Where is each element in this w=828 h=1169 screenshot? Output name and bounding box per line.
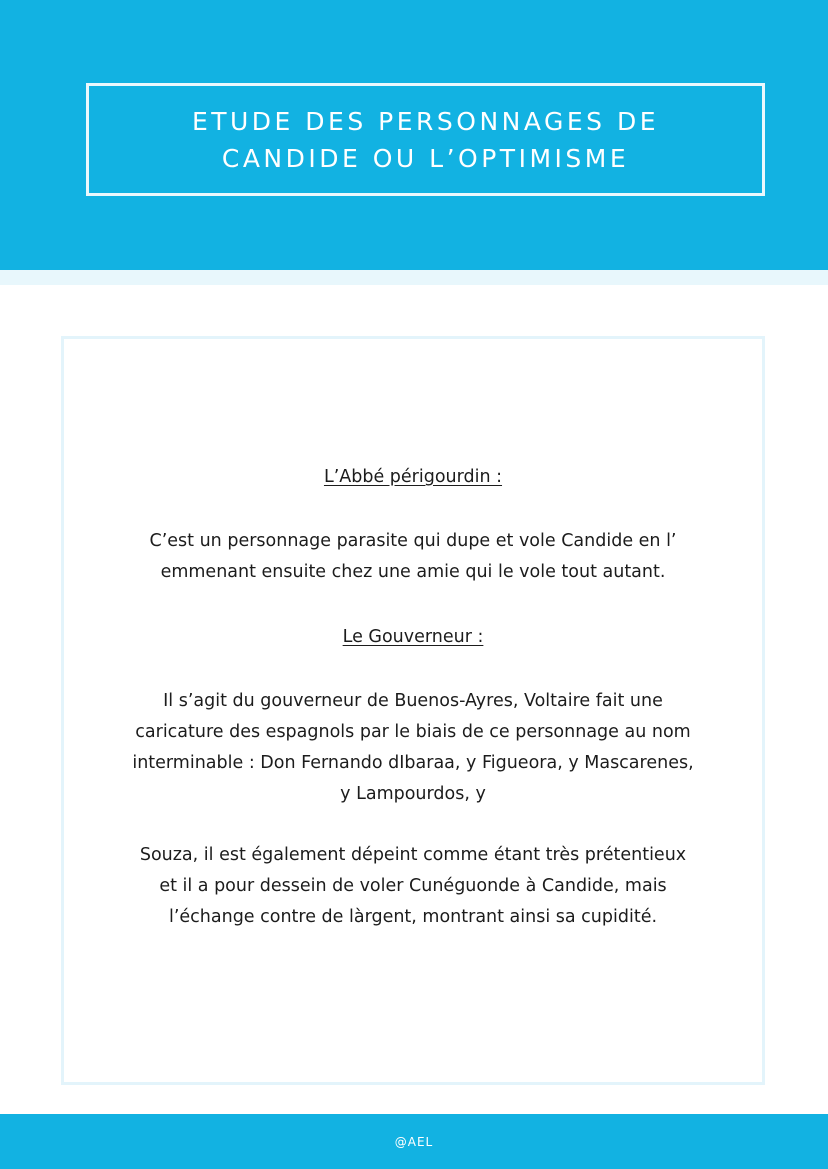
page-title-line-1: ETUDE DES PERSONNAGES DE: [191, 106, 660, 136]
paragraph-line: Il s’agit du gouverneur de Buenos-Ayres, Voltaire fait une: [163, 691, 663, 711]
footer-handle: @AEL: [394, 1134, 434, 1149]
paragraph-line: emmenant ensuite chez une amie qui le vole tout autant.: [160, 562, 666, 582]
paragraph-line: Souza, il est également dépeint comme étant très prétentieux: [139, 845, 687, 865]
section-heading-gouverneur: Le Gouverneur :: [342, 627, 484, 647]
title-box: [86, 83, 765, 196]
header-stripe: [0, 270, 828, 285]
paragraph-line: et il a pour dessein de voler Cunéguonde à Candide, mais: [159, 876, 667, 896]
paragraph-line: caricature des espagnols par le biais de ce personnage au nom: [135, 722, 691, 742]
paragraph-line: C’est un personnage parasite qui dupe et vole Candide en l’: [149, 531, 677, 551]
content: [64, 462, 762, 933]
paragraph-line: interminable : Don Fernando dIbaraa, y Figueora, y Mascarenes,: [132, 753, 694, 773]
footer-band: [0, 1114, 828, 1169]
paragraph-line: y Lampourdos, y: [340, 784, 486, 804]
section-heading-abbe: L’Abbé périgourdin :: [323, 467, 503, 487]
paragraph-line: l’échange contre de làrgent, montrant ainsi sa cupidité.: [168, 907, 658, 927]
page-title-line-2: CANDIDE OU L’OPTIMISME: [221, 143, 630, 173]
